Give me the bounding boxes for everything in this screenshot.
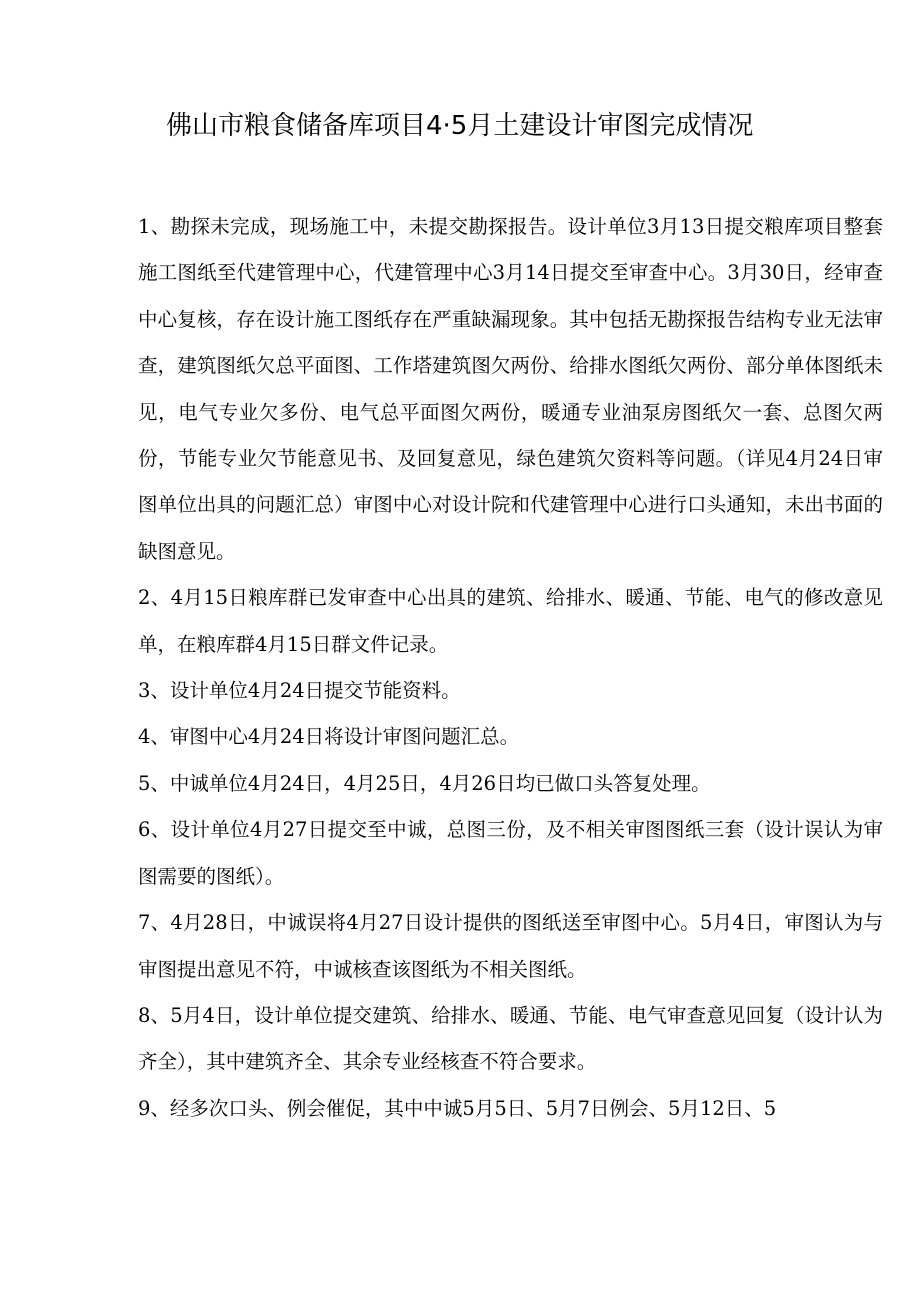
document-title: 佛山市粮食储备库项目4·5月土建设计审图完成情况: [166, 111, 754, 141]
paragraph-3: 3、设计单位4月24日提交节能资料。: [138, 679, 461, 703]
paragraph-8: 8、5月4日，设计单位提交建筑、给排水、暖通、节能、电气审查意见回复（设计认为齐全），其中建筑齐全、其余专业经核查不符合要求。: [138, 1003, 883, 1074]
paragraph-1: 1、勘探未完成，现场施工中，未提交勘探报告。设计单位3月13日提交粮库项目整套施工图纸至代建管理中心，代建管理中心3月14日提交至审查中心。3月30日，经审查中心复核，存在设计施工图纸存在严重缺漏现象。其中包括无勘探报告结构专业无法审查，建筑图纸欠总平面图、工作塔建筑图欠两份、给排水图纸欠两份、部分单体图纸未见，电气专业欠多份、电气总平面图欠两份，暖通专业油泵房图纸欠一套、总图欠两份，节能专业欠节能意见书、及回复意见，绿色建筑欠资料等问题。（详见4月24日审图单位出具的问题汇总）审图中心对设计院和代建管理中心进行口头通知，未出书面的缺图意见。: [138, 215, 883, 563]
paragraph-6: 6、设计单位4月27日提交至中诚，总图三份，及不相关审图图纸三套（设计误认为审图需要的图纸）。: [138, 818, 883, 888]
document-body: [138, 204, 883, 1132]
paragraph-9: 9、经多次口头、例会催促，其中中诚5月5日、5月7日例会、5月12日、5: [138, 1096, 777, 1120]
paragraph-4: 4、审图中心4月24日将设计审图问题汇总。: [138, 725, 520, 749]
paragraph-2: 2、4月15日粮库群已发审查中心出具的建筑、给排水、暖通、节能、电气的修改意见单，在粮库群4月15日群文件记录。: [138, 586, 883, 656]
paragraph-5: 5、中诚单位4月24日，4月25日，4月26日均已做口头答复处理。: [138, 771, 711, 795]
paragraph-7: 7、4月28日，中诚误将4月27日设计提供的图纸送至审图中心。5月4日，审图认为与审图提出意见不符，中诚核查该图纸为不相关图纸。: [138, 911, 883, 981]
